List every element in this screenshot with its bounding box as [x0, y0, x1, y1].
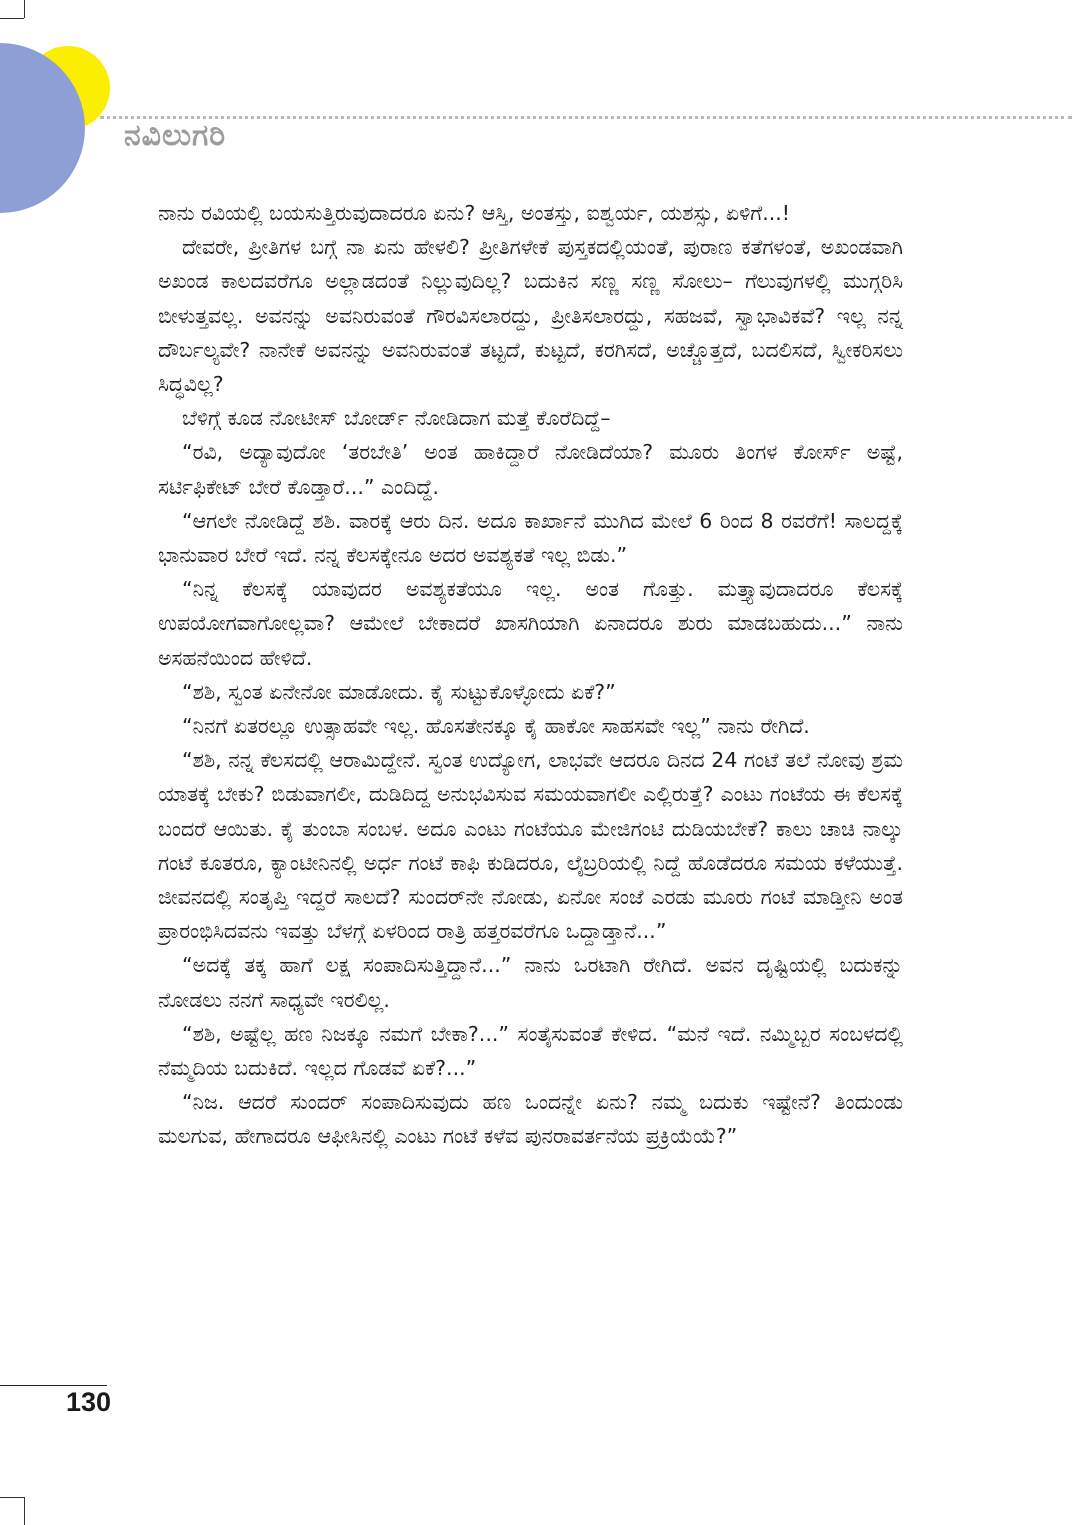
paragraph: “ಅದಕ್ಕೆ ತಕ್ಕ ಹಾಗೆ ಲಕ್ಷ ಸಂಪಾದಿಸುತ್ತಿದ್ದಾನೆ...” ನಾನು ಒರಟಾಗಿ ರೇಗಿದೆ. ಅವನ ದೃಷ್ಟಿಯಲ್ಲಿ ಬದುಕನ್ನು ನೋಡಲು ನನಗೆ ಸಾಧ್ಯವೇ ಇರಲಿಲ್ಲ.: [158, 953, 903, 1012]
crop-mark-bottom: [24, 1497, 25, 1525]
crop-mark-top: [24, 0, 25, 18]
crop-mark-top-h: [0, 18, 24, 19]
paragraph: “ರವಿ, ಅದ್ಯಾವುದೋ ‘ತರಬೇತಿ’ ಅಂತ ಹಾಕಿದ್ದಾರೆ ನೋಡಿದೆಯಾ? ಮೂರು ತಿಂಗಳ ಕೋರ್ಸ್ ಅಷ್ಟೆ, ಸರ್ಟಿಫಿಕೇಟ್ ಬೇರೆ ಕೊಡ್ತಾರೆ...” ಎಂದಿದ್ದೆ.: [158, 440, 903, 499]
crop-mark-bottom-h: [0, 1497, 24, 1498]
paragraph: “ಶಶಿ, ಸ್ವಂತ ಏನೇನೋ ಮಾಡೋದು. ಕೈ ಸುಟ್ಟುಕೊಳ್ಳೋದು ಏಕೆ?”: [182, 679, 616, 704]
paragraph: “ನಿಜ. ಆದರೆ ಸುಂದರ್ ಸಂಪಾದಿಸುವುದು ಹಣ ಒಂದನ್ನೇ ಏನು? ನಮ್ಮ ಬದುಕು ಇಷ್ಟೇನೆ? ತಿಂದುಂಡು ಮಲಗುವ, ಹೇಗಾದರೂ ಆಫೀಸಿನಲ್ಲಿ ಎಂಟು ಗಂಟೆ ಕಳೆವ ಪುನರಾವರ್ತನೆಯ ಪ್ರಕ್ರಿಯೆಯೆ?”: [158, 1090, 903, 1149]
paragraph: “ಶಶಿ, ನನ್ನ ಕೆಲಸದಲ್ಲಿ ಆರಾಮಿದ್ದೇನೆ. ಸ್ವಂತ ಉದ್ಯೋಗ, ಲಾಭವೇ ಆದರೂ ದಿನದ 24 ಗಂಟೆ ತಲೆ ನೋವು ಶ್ರಮ ಯಾತಕ್ಕೆ ಬೇಕು? ಬಿಡುವಾಗಲೀ, ದುಡಿದಿದ್ದ ಅನುಭವಿಸುವ ಸಮಯವಾಗಲೀ ಎಲ್ಲಿರುತ್ತೆ? ಎಂಟು ಗಂಟೆಯ ಈ ಕೆಲಸಕ್ಕೆ ಬಂದರೆ ಆಯಿತು. ಕೈ ತುಂಬಾ ಸಂಬಳ. ಅದೂ ಎಂಟು ಗಂಟೆಯೂ ಮೇಜಿಗಂಟಿ ದುಡಿಯಬೇಕೆ? ಕಾಲು ಚಾಚಿ ನಾಲ್ಕು ಗಂಟೆ ಕೂತರೂ, ಕ್ಯಾಂಟೀನಿನಲ್ಲಿ ಅರ್ಧ ಗಂಟೆ ಕಾಫಿ ಕುಡಿದರೂ, ಲೈಬ್ರರಿಯಲ್ಲಿ ನಿದ್ದೆ ಹೊಡೆದರೂ ಸಮಯ ಕಳೆಯುತ್ತೆ. ಜೀವನದಲ್ಲಿ ಸಂತೃಪ್ತಿ ಇದ್ದರೆ ಸಾಲದೆ? ಸುಂದರ್‌ನೇ ನೋಡು, ಏನೋ ಸಂಜೆ ಎರಡು ಮೂರು ಗಂಟೆ ಮಾಡ್ತೀನಿ ಅಂತ ಪ್ರಾರಂಭಿಸಿದವನು ಇವತ್ತು ಬೆಳಗ್ಗೆ ಏಳರಿಂದ ರಾತ್ರಿ ಹತ್ತರವರೆಗೂ ಒದ್ದಾಡ್ತಾನೆ...”: [158, 748, 903, 944]
paragraph: “ನಿನಗೆ ಏತರಲ್ಲೂ ಉತ್ಸಾಹವೇ ಇಲ್ಲ. ಹೊಸತೇನಕ್ಕೂ ಕೈ ಹಾಕೋ ಸಾಹಸವೇ ಇಲ್ಲ” ನಾನು ರೇಗಿದೆ.: [182, 714, 810, 739]
page-number: 130: [66, 1387, 112, 1417]
paragraph: ನಾನು ರವಿಯಲ್ಲಿ ಬಯಸುತ್ತಿರುವುದಾದರೂ ಏನು? ಆಸ್ತಿ, ಅಂತಸ್ತು, ಐಶ್ವರ್ಯ, ಯಶಸ್ಸು, ಏಳಿಗೆ...!: [158, 201, 790, 225]
header-dotted-rule: [100, 116, 1072, 119]
paragraph: “ಶಶಿ, ಅಷ್ಟೆಲ್ಲ ಹಣ ನಿಜಕ್ಕೂ ನಮಗೆ ಬೇಕಾ?...” ಸಂತೈಸುವಂತೆ ಕೇಳಿದ. “ಮನೆ ಇದೆ. ನಮ್ಮಿಬ್ಬರ ಸಂಬಳದಲ್ಲಿ ನೆಮ್ಮದಿಯ ಬದುಕಿದೆ. ಇಲ್ಲದ ಗೊಡವೆ ಏಕೆ?...”: [158, 1021, 903, 1081]
paragraph: ದೇವರೇ, ಪ್ರೀತಿಗಳ ಬಗ್ಗೆ ನಾ ಏನು ಹೇಳಲಿ? ಪ್ರೀತಿಗಳೇಕೆ ಪುಸ್ತಕದಲ್ಲಿಯಂತೆ, ಪುರಾಣ ಕತೆಗಳಂತೆ, ಅಖಂಡವಾಗಿ ಅಖಂಡ ಕಾಲದವರೆಗೂ ಅಲ್ಲಾಡದಂತೆ ನಿಲ್ಲುವುದಿಲ್ಲ? ಬದುಕಿನ ಸಣ್ಣ ಸಣ್ಣ ಸೋಲು– ಗೆಲುವುಗಳಲ್ಲಿ ಮುಗ್ಗರಿಸಿ ಬೀಳುತ್ತವಲ್ಲ. ಅವನನ್ನು ಅವನಿರುವಂತೆ ಗೌರವಿಸಲಾರದ್ದು, ಪ್ರೀತಿಸಲಾರದ್ದು, ಸಹಜವೆ, ಸ್ವಾಭಾವಿಕವೆ? ಇಲ್ಲ ನನ್ನ ದೌರ್ಬಲ್ಯವೇ? ನಾನೇಕೆ ಅವನನ್ನು ಅವನಿರುವಂತೆ ತಟ್ಟದೆ, ಕುಟ್ಟದೆ, ಕರಗಿಸದೆ, ಅಚ್ಚೊತ್ತದೆ, ಬದಲಿಸದೆ, ಸ್ವೀಕರಿಸಲು ಸಿದ್ಧವಿಲ್ಲ?: [158, 235, 903, 397]
paragraph: “ಆಗಲೇ ನೋಡಿದ್ದೆ ಶಶಿ. ವಾರಕ್ಕೆ ಆರು ದಿನ. ಅದೂ ಕಾರ್ಖಾನೆ ಮುಗಿದ ಮೇಲೆ 6 ರಿಂದ 8 ರವರೆಗೆ! ಸಾಲದ್ದಕ್ಕೆ ಭಾನುವಾರ ಬೇರೆ ಇದೆ. ನನ್ನ ಕೆಲಸಕ್ಕೇನೂ ಅದರ ಅವಶ್ಯಕತೆ ಇಲ್ಲ ಬಿಡು.”: [158, 508, 903, 568]
body-text: [158, 196, 903, 1154]
footer-rule: [0, 1385, 107, 1386]
paragraph: “ನಿನ್ನ ಕೆಲಸಕ್ಕೆ ಯಾವುದರ ಅವಶ್ಯಕತೆಯೂ ಇಲ್ಲ. ಅಂತ ಗೊತ್ತು. ಮತ್ತ್ಯಾವುದಾದರೂ ಕೆಲಸಕ್ಕೆ ಉಪಯೋಗವಾಗೋಲ್ಲವಾ? ಆಮೇಲೆ ಬೇಕಾದರೆ ಖಾಸಗಿಯಾಗಿ ಏನಾದರೂ ಶುರು ಮಾಡಬಹುದು...” ನಾನು ಅಸಹನೆಯಿಂದ ಹೇಳಿದೆ.: [158, 577, 903, 670]
running-header-title: ನವಿಲುಗರಿ: [124, 118, 227, 153]
header-decoration: [0, 40, 120, 250]
paragraph: ಬೆಳಿಗ್ಗೆ ಕೂಡ ನೋಟೀಸ್ ಬೋರ್ಡ್ ನೋಡಿದಾಗ ಮತ್ತೆ ಕೊರೆದಿದ್ದೆ–: [182, 406, 611, 431]
